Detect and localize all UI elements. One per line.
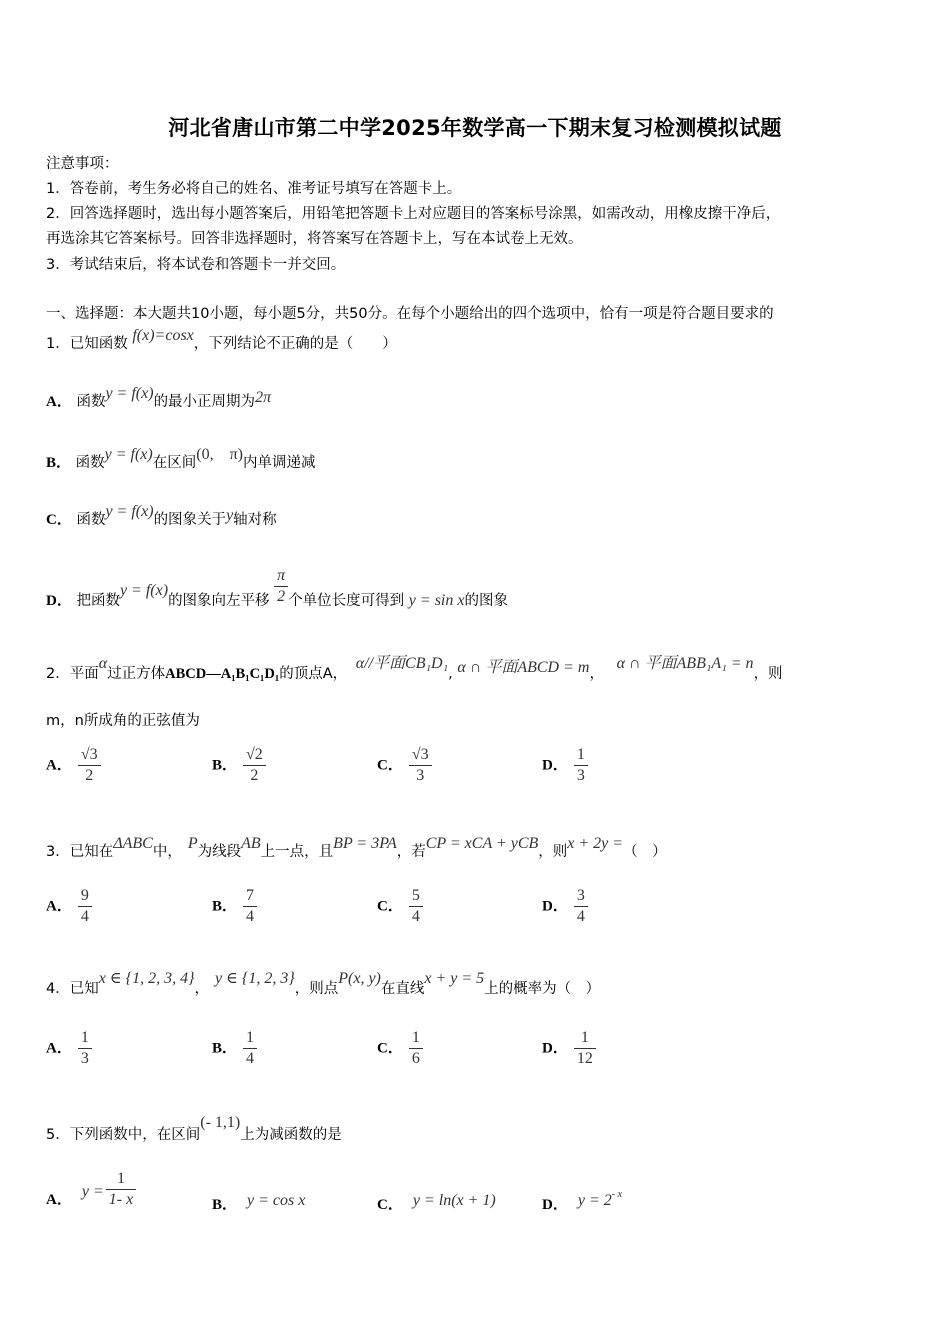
q5-option-b[interactable] — [212, 1193, 305, 1214]
q1-d-m2: y = sin x — [408, 591, 465, 609]
q2-m2: α ∩ 平面ABCD = m — [457, 659, 590, 676]
q3-b-den: 4 — [246, 908, 255, 925]
q4-t3: 在直线 — [380, 981, 425, 997]
q4-m4: x + y = 5 — [424, 970, 485, 987]
q2-m1: α//平面CB₁D₁ — [355, 655, 449, 672]
q4-b-den: 4 — [246, 1050, 255, 1067]
q4-c-label: C． — [377, 1040, 403, 1057]
q2-mid1: 过正方体 — [107, 666, 166, 682]
q3-option-c[interactable] — [377, 886, 423, 927]
q4-m3: P(x, y) — [338, 970, 381, 987]
q3-a-den: 4 — [80, 908, 89, 925]
q4-b-label: B． — [212, 1040, 238, 1057]
q1-number: 1． — [46, 336, 70, 352]
q3-m6: x + 2y = — [567, 835, 624, 852]
q4-post: 上的概率为（ ） — [484, 981, 601, 997]
q3-d-fraction — [574, 886, 588, 927]
q3-option-a[interactable] — [46, 886, 92, 927]
q5-number: 5． — [46, 1127, 70, 1143]
q2-pre: 平面 — [69, 666, 99, 682]
q3-t1: 中， — [152, 844, 182, 860]
question-4 — [46, 967, 601, 997]
q5-a-label: A． — [46, 1191, 72, 1208]
q5-c-text: y = ln(x + 1) — [412, 1192, 496, 1209]
q2-c-label: C． — [377, 757, 403, 774]
q5-d-label: D． — [542, 1197, 568, 1213]
q1-b-pre: 函数 — [75, 455, 105, 471]
q4-d-fraction — [574, 1028, 596, 1069]
q4-c-fraction — [409, 1028, 423, 1069]
question-5 — [46, 1111, 342, 1143]
q5-a-pre: y = — [81, 1182, 104, 1200]
q3-t5: ，则 — [538, 844, 568, 860]
q4-a-num: 1 — [78, 1028, 92, 1049]
question-1 — [46, 327, 397, 353]
q2-a-fraction — [78, 745, 101, 786]
q3-d-num: 3 — [574, 886, 588, 907]
q1-d-frac-num: π — [274, 566, 288, 587]
q2-d-label: D． — [542, 757, 568, 774]
q1-b-m2: (0, π) — [196, 446, 243, 463]
q5-option-d[interactable] — [542, 1189, 623, 1214]
q5-pre: 下列函数中，在区间 — [69, 1127, 201, 1143]
q5-b-label: B． — [212, 1197, 238, 1213]
page-title: 河北省唐山市第二中学2025年数学高一下期末复习检测模拟试题 — [168, 116, 782, 140]
q4-a-fraction — [78, 1028, 92, 1069]
q2-alpha: α — [98, 655, 108, 672]
q2-a-label: A． — [46, 757, 72, 774]
q1-a-label: A． — [46, 394, 72, 410]
q3-c-label: C． — [377, 898, 403, 915]
note-2-cont: 再选涂其它答案标号。回答非选择题时，将答案写在答题卡上，写在本试卷上无效。 — [46, 231, 583, 247]
q4-a-den: 3 — [80, 1050, 89, 1067]
q4-number: 4． — [46, 981, 70, 997]
note-3: 3．考试结束后，将本试卷和答题卡一并交回。 — [46, 257, 346, 273]
q3-c-den: 4 — [411, 908, 420, 925]
q1-a-mid: 的最小正周期为 — [153, 394, 256, 410]
q2-d-den: 3 — [576, 767, 585, 784]
q5-b-text: y = cos x — [247, 1192, 306, 1209]
q2-number: 2． — [46, 666, 70, 682]
q3-a-fraction — [78, 886, 92, 927]
q4-option-b[interactable] — [212, 1028, 257, 1069]
q2-a-num: √3 — [78, 745, 101, 766]
q4-pre: 已知 — [69, 981, 99, 997]
q5-a-fraction — [106, 1169, 136, 1210]
q1-c-label: C． — [46, 512, 72, 528]
q1-c-post: 轴对称 — [233, 512, 277, 528]
q3-b-fraction — [243, 886, 257, 927]
q1-b-m1: y = f(x) — [104, 446, 153, 463]
q1-math: f(x)=cosx — [132, 327, 194, 344]
q1-d-pre: 把函数 — [76, 592, 120, 609]
q2-b-den: 2 — [250, 767, 259, 784]
q2-b-num: √2 — [243, 745, 266, 766]
note-2: 2．回答选择题时，选出每小题答案后，用铅笔把答题卡上对应题目的答案标号涂黑，如需改动，用橡皮擦干净后， — [46, 206, 781, 222]
q1-pre: 已知函数 — [69, 336, 128, 352]
q2-option-c[interactable] — [377, 745, 432, 786]
q5-d-exponent: - x — [611, 1189, 623, 1201]
q5-post: 上为减函数的是 — [240, 1127, 342, 1143]
q1-d-post: 的图象 — [464, 592, 508, 609]
q2-c-num: √3 — [409, 745, 432, 766]
q3-m3: AB — [241, 835, 261, 852]
q3-d-den: 4 — [576, 908, 585, 925]
q1-b-post: 内单调递减 — [242, 455, 316, 471]
q4-d-num: 1 — [574, 1028, 596, 1049]
q1-a-m2: 2π — [255, 389, 272, 406]
q5-d-text: y = 2 — [577, 1192, 612, 1209]
q4-option-a[interactable] — [46, 1028, 92, 1069]
q3-b-label: B． — [212, 898, 238, 915]
q3-option-b[interactable] — [212, 886, 257, 927]
q2-b-label: B． — [212, 757, 238, 774]
q2-option-b[interactable] — [212, 745, 266, 786]
q2-option-a[interactable] — [46, 745, 101, 786]
q3-m2: P — [187, 835, 198, 852]
q1-post: ，下列结论不正确的是（ ） — [193, 336, 397, 352]
q1-d-fraction — [274, 566, 288, 607]
q2-line2: m，n所成角的正弦值为 — [46, 713, 200, 729]
q1-c-m2: y — [226, 507, 234, 524]
q3-t2: 为线段 — [197, 844, 242, 860]
q1-c-mid: 的图象关于 — [153, 512, 227, 528]
q4-d-label: D． — [542, 1040, 568, 1057]
q3-pre: 已知在 — [69, 844, 114, 860]
q2-c-fraction — [409, 745, 432, 786]
q4-t1: ， — [194, 981, 209, 997]
q1-a-pre: 函数 — [76, 394, 106, 410]
q3-option-d[interactable] — [542, 886, 588, 927]
q1-d-frac-den: 2 — [277, 588, 286, 605]
q2-a-den: 2 — [85, 767, 94, 784]
q4-c-den: 6 — [411, 1050, 420, 1067]
notes-heading: 注意事项： — [46, 156, 119, 172]
q1-c-m1: y = f(x) — [105, 503, 154, 520]
q3-t4: ，若 — [396, 844, 426, 860]
q1-d-m1: y = f(x) — [119, 581, 169, 599]
q2-post: ，则 — [753, 666, 783, 682]
q2-m3: α ∩ 平面ABB₁A₁ = n — [616, 655, 754, 672]
q4-m1: x ∈ {1, 2, 3, 4} — [98, 970, 195, 987]
q4-b-fraction — [243, 1028, 257, 1069]
q2-b-fraction — [243, 745, 266, 786]
q3-post: （ ） — [623, 844, 667, 860]
q3-m4: BP = 3PA — [333, 835, 397, 852]
q2-d-num: 1 — [574, 745, 588, 766]
q1-d-mid2: 个单位长度可得到 — [288, 592, 405, 609]
q2-mid2: 的顶点A， — [279, 666, 348, 682]
q4-d-den: 12 — [576, 1050, 593, 1067]
q3-a-label: A． — [46, 898, 72, 915]
q1-c-pre: 函数 — [76, 512, 106, 528]
q3-number: 3． — [46, 844, 70, 860]
q1-b-mid: 在区间 — [152, 455, 197, 471]
q3-m5: CP = xCA + yCB — [425, 835, 539, 852]
q3-t3: 上一点，且 — [260, 844, 334, 860]
q1-option-a[interactable] — [46, 385, 272, 411]
q1-option-d[interactable] — [46, 566, 508, 607]
q4-option-c[interactable] — [377, 1028, 423, 1069]
q3-b-num: 7 — [243, 886, 257, 907]
section-heading: 一、选择题：本大题共10小题，每小题5分，共50分。在每个小题给出的四个选项中，恰有一项是符合题目要求的 — [46, 306, 774, 322]
q3-d-label: D． — [542, 898, 568, 915]
q5-option-a[interactable] — [46, 1169, 136, 1210]
q4-c-num: 1 — [409, 1028, 423, 1049]
q1-d-label: D． — [46, 592, 72, 609]
q3-c-num: 5 — [409, 886, 423, 907]
q1-option-b[interactable] — [46, 446, 316, 472]
q3-a-num: 9 — [78, 886, 92, 907]
q4-t2: ，则点 — [294, 981, 339, 997]
q1-a-m1: y = f(x) — [105, 385, 154, 402]
note-1: 1．答卷前，考生务必将自己的姓名、准考证号填写在答题卡上。 — [46, 181, 462, 197]
q5-c-label: C． — [377, 1197, 403, 1213]
question-2: 2．平面α过正方体ABCD—A₁B₁C₁D₁的顶点A， α//平面CB₁D₁, α ∩ 平面ABCD = m， α ∩ 平面ABB₁A₁ = n，则 — [46, 655, 783, 682]
question-3 — [46, 832, 667, 860]
q5-option-c[interactable] — [377, 1193, 496, 1214]
q2-cube: ABCD—A₁B₁C₁D₁ — [165, 666, 280, 682]
q4-a-label: A． — [46, 1040, 72, 1057]
q5-m1: (- 1,1) — [200, 1114, 241, 1131]
q2-d-fraction — [574, 745, 588, 786]
q4-m2: y ∈ {1, 2, 3} — [214, 970, 295, 987]
q3-m1: ΔABC — [113, 835, 153, 852]
q1-d-mid: 的图象向左平移 — [168, 592, 270, 609]
q5-a-num: 1 — [106, 1169, 136, 1190]
q1-option-c[interactable] — [46, 503, 277, 529]
q4-option-d[interactable] — [542, 1028, 596, 1069]
q3-c-fraction — [409, 886, 423, 927]
q4-b-num: 1 — [243, 1028, 257, 1049]
q2-c-den: 3 — [416, 767, 425, 784]
q2-option-d[interactable] — [542, 745, 588, 786]
q1-b-label: B． — [46, 455, 72, 471]
q5-a-den: 1- x — [108, 1191, 134, 1208]
